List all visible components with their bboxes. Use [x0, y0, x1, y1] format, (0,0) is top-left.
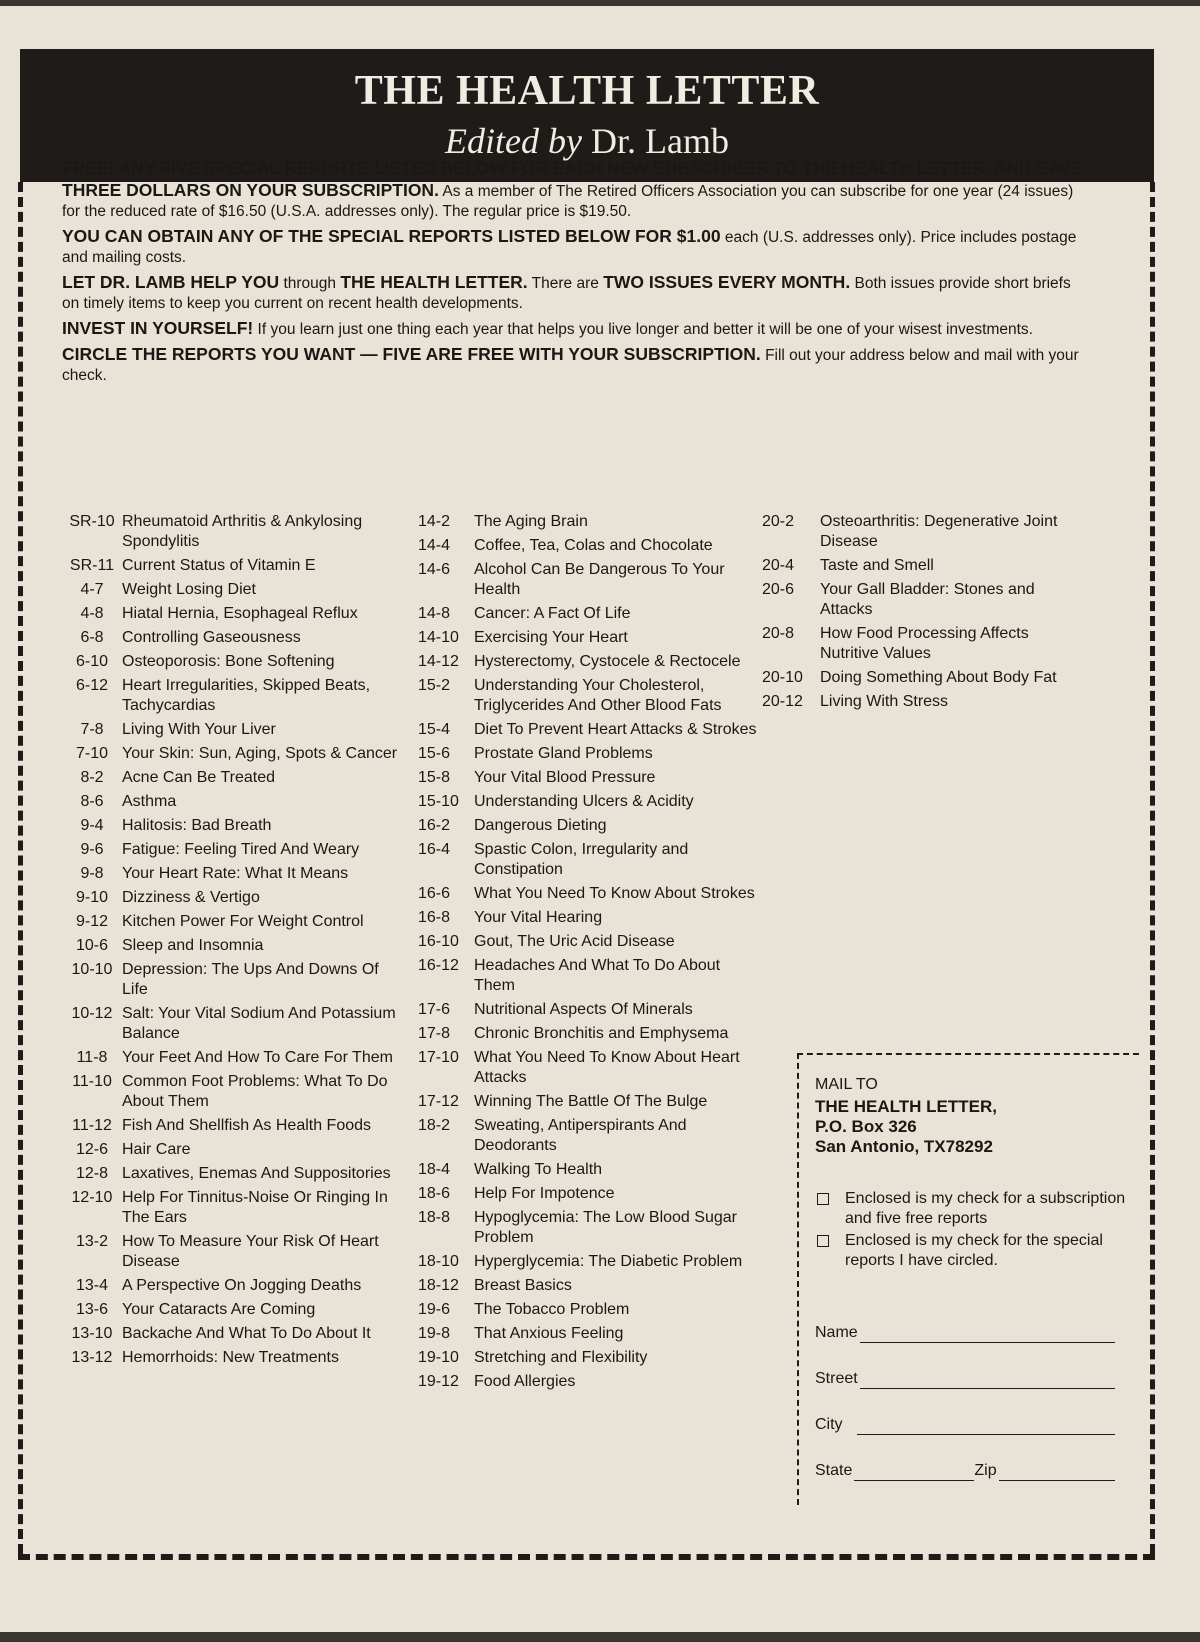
- street-field[interactable]: [815, 1369, 1115, 1389]
- report-item[interactable]: [762, 668, 1062, 688]
- report-number: 16-12: [418, 957, 459, 974]
- report-number: SR-11: [69, 557, 115, 574]
- report-title: Doing Something About Body Fat: [820, 669, 1057, 686]
- masthead-subtitle: [20, 119, 1154, 163]
- report-title: Food Allergies: [474, 1373, 576, 1390]
- mail-to-label: MAIL TO: [815, 1076, 878, 1093]
- mail-coupon: [797, 1053, 1139, 1505]
- report-title: What You Need To Know About Heart Attacks: [474, 1049, 740, 1086]
- report-title: Backache And What To Do About It: [122, 1325, 371, 1342]
- report-title: Help For Impotence: [474, 1185, 615, 1202]
- report-number: 18-12: [418, 1277, 459, 1294]
- intro-paragraph-circle: [62, 344, 1086, 386]
- report-title: Taste and Smell: [820, 557, 934, 574]
- report-title: Rheumatoid Arthritis & Ankylosing Spondylitis: [122, 513, 363, 550]
- report-title: The Tobacco Problem: [474, 1301, 630, 1318]
- city-field[interactable]: [815, 1415, 1115, 1435]
- intro-paragraph-help: [62, 272, 1086, 314]
- report-item[interactable]: [414, 1116, 764, 1156]
- report-item[interactable]: [62, 1300, 402, 1320]
- report-item[interactable]: [62, 676, 402, 716]
- report-number: 14-10: [418, 629, 459, 646]
- report-number: 6-12: [75, 677, 109, 694]
- subtitle-edited-by: Edited by: [445, 121, 582, 161]
- report-item[interactable]: [414, 628, 764, 648]
- report-item[interactable]: [414, 1000, 764, 1020]
- name-line[interactable]: [860, 1326, 1115, 1343]
- price-detail: each (U.S. addresses only). Price includes postage and mailing costs.: [62, 229, 1077, 266]
- report-item[interactable]: [414, 560, 764, 600]
- report-number: 8-6: [80, 793, 104, 810]
- report-item[interactable]: [62, 1232, 402, 1272]
- mail-address-box: P.O. Box 326: [815, 1117, 917, 1136]
- reports-column-2: [414, 512, 764, 1396]
- report-item[interactable]: [414, 932, 764, 952]
- report-item[interactable]: [62, 628, 402, 648]
- report-number: 10-10: [71, 961, 113, 978]
- report-item[interactable]: [62, 912, 402, 932]
- report-number: 9-8: [80, 865, 104, 882]
- report-title: How Food Processing Affects Nutritive Values: [820, 625, 1029, 662]
- report-title: Living With Your Liver: [122, 721, 276, 738]
- help-bold-3: TWO ISSUES EVERY MONTH.: [603, 272, 851, 292]
- report-item[interactable]: [62, 792, 402, 812]
- help-text-1: through: [279, 275, 341, 292]
- report-title: Common Foot Problems: What To Do About Them: [122, 1073, 388, 1110]
- intro-paragraph-price: [62, 226, 1086, 268]
- report-title: Your Feet And How To Care For Them: [122, 1049, 393, 1066]
- report-title: Living With Stress: [820, 693, 949, 710]
- report-number: 15-10: [418, 793, 459, 810]
- report-item[interactable]: [62, 1276, 402, 1296]
- report-title: How To Measure Your Risk Of Heart Disease: [122, 1233, 379, 1270]
- reports-option-label: Enclosed is my check for the special reports I have circled.: [845, 1232, 1103, 1269]
- reports-column-1: [62, 512, 402, 1372]
- report-item[interactable]: [62, 936, 402, 956]
- cut-line-right: [1150, 182, 1155, 1554]
- report-title: Nutritional Aspects Of Minerals: [474, 1001, 693, 1018]
- report-item[interactable]: [762, 580, 1062, 620]
- report-title: Help For Tinnitus-Noise Or Ringing In The Ears: [122, 1189, 388, 1226]
- street-label: Street: [815, 1370, 858, 1387]
- report-item[interactable]: [414, 1276, 764, 1296]
- report-title: Acne Can Be Treated: [122, 769, 275, 786]
- report-item[interactable]: [62, 1348, 402, 1368]
- report-number: SR-10: [69, 513, 115, 530]
- invest-headline: INVEST IN YOURSELF!: [62, 318, 254, 338]
- report-item[interactable]: [62, 768, 402, 788]
- masthead-title: THE HEALTH LETTER: [354, 68, 820, 114]
- report-title: Winning The Battle Of The Bulge: [474, 1093, 708, 1110]
- report-title: Hyperglycemia: The Diabetic Problem: [474, 1253, 743, 1270]
- report-item[interactable]: [62, 1072, 402, 1112]
- report-item[interactable]: [414, 884, 764, 904]
- report-number: 16-6: [418, 885, 451, 902]
- report-number: 6-10: [75, 653, 109, 670]
- report-title: Sweating, Antiperspirants And Deodorants: [474, 1117, 687, 1154]
- street-line[interactable]: [860, 1372, 1115, 1389]
- report-title: Walking To Health: [474, 1161, 603, 1178]
- report-number: 16-4: [418, 841, 451, 858]
- invest-detail: If you learn just one thing each year that helps you live longer and better it will be one of your wisest investments.: [253, 321, 1033, 338]
- report-title: Dizziness & Vertigo: [122, 889, 260, 906]
- cut-line-bottom: [18, 1554, 1155, 1560]
- report-title: Your Heart Rate: What It Means: [122, 865, 349, 882]
- report-item[interactable]: [414, 1348, 764, 1368]
- report-item[interactable]: [762, 512, 1062, 552]
- report-item[interactable]: [414, 1252, 764, 1272]
- zip-line[interactable]: [999, 1464, 1115, 1481]
- report-item[interactable]: [414, 840, 764, 880]
- report-item[interactable]: [414, 652, 764, 672]
- report-number: 10-12: [71, 1005, 113, 1022]
- offer-detail: As a member of The Retired Officers Association you can subscribe for one year (24 issues) for the reduced rate of $16.50 (U.S.A. addresses only). The regular price is $19.50.: [62, 183, 1074, 220]
- report-number: 9-4: [80, 817, 104, 834]
- report-number: 15-4: [418, 721, 451, 738]
- report-number: 13-12: [71, 1349, 113, 1366]
- report-item[interactable]: [62, 816, 402, 836]
- report-title: Dangerous Dieting: [474, 817, 607, 834]
- report-item[interactable]: [62, 1116, 402, 1136]
- report-number: 7-10: [75, 745, 109, 762]
- report-number: 15-8: [418, 769, 451, 786]
- report-title: Osteoarthritis: Degenerative Joint Disease: [820, 513, 1058, 550]
- report-number: 19-8: [418, 1325, 451, 1342]
- intro-text: [62, 158, 1086, 390]
- mail-address-name: THE HEALTH LETTER,: [815, 1097, 997, 1116]
- reports-option[interactable]: [815, 1231, 1139, 1271]
- report-item[interactable]: [414, 676, 764, 716]
- report-item[interactable]: [62, 744, 402, 764]
- report-number: 14-4: [418, 537, 451, 554]
- page-top-edge: [0, 0, 1200, 6]
- report-title: Kitchen Power For Weight Control: [122, 913, 364, 930]
- report-title: Your Cataracts Are Coming: [122, 1301, 316, 1318]
- report-item[interactable]: [414, 1184, 764, 1204]
- report-number: 20-2: [762, 513, 795, 530]
- report-number: 19-12: [418, 1373, 459, 1390]
- help-bold-2: THE HEALTH LETTER.: [340, 272, 528, 292]
- report-title: Fish And Shellfish As Health Foods: [122, 1117, 372, 1134]
- report-title: Exercising Your Heart: [474, 629, 628, 646]
- report-title: Laxatives, Enemas And Suppositories: [122, 1165, 391, 1182]
- report-item[interactable]: [62, 512, 402, 552]
- report-item[interactable]: [414, 1372, 764, 1392]
- subtitle-editor-name: Dr. Lamb: [590, 121, 729, 161]
- report-number: 16-10: [418, 933, 459, 950]
- report-item[interactable]: [762, 556, 1062, 576]
- report-item[interactable]: [414, 1300, 764, 1320]
- report-item[interactable]: [62, 604, 402, 624]
- circle-detail: Fill out your address below and mail with your check.: [62, 347, 1079, 384]
- report-number: 4-7: [80, 581, 104, 598]
- zip-label: Zip: [974, 1462, 997, 1479]
- report-title: Sleep and Insomnia: [122, 937, 264, 954]
- report-item[interactable]: [62, 840, 402, 860]
- report-title: A Perspective On Jogging Deaths: [122, 1277, 362, 1294]
- name-field[interactable]: [815, 1323, 1115, 1343]
- report-number: 11-12: [72, 1117, 112, 1134]
- city-line[interactable]: [857, 1418, 1115, 1435]
- report-title: Your Vital Hearing: [474, 909, 603, 926]
- report-number: 13-6: [75, 1301, 109, 1318]
- report-title: Coffee, Tea, Colas and Chocolate: [474, 537, 713, 554]
- report-title: Asthma: [122, 793, 177, 810]
- state-label: State: [815, 1462, 853, 1479]
- report-number: 9-6: [80, 841, 104, 858]
- report-number: 13-2: [75, 1233, 109, 1250]
- report-title: Stretching and Flexibility: [474, 1349, 648, 1366]
- report-item[interactable]: [62, 720, 402, 740]
- report-title: Headaches And What To Do About Them: [474, 957, 721, 994]
- report-number: 15-2: [418, 677, 451, 694]
- report-number: 17-12: [418, 1093, 459, 1110]
- report-item[interactable]: [62, 652, 402, 672]
- report-title: Cancer: A Fact Of Life: [474, 605, 631, 622]
- report-title: Hiatal Hernia, Esophageal Reflux: [122, 605, 358, 622]
- report-number: 15-6: [418, 745, 451, 762]
- report-title: What You Need To Know About Strokes: [474, 885, 755, 902]
- payment-options: [815, 1189, 1139, 1271]
- report-item[interactable]: [762, 624, 1062, 664]
- report-number: 14-6: [418, 561, 451, 578]
- report-item[interactable]: [414, 768, 764, 788]
- report-number: 14-2: [418, 513, 451, 530]
- report-number: 13-10: [71, 1325, 113, 1342]
- report-title: Diet To Prevent Heart Attacks & Strokes: [474, 721, 757, 738]
- report-number: 10-6: [75, 937, 109, 954]
- report-title: Prostate Gland Problems: [474, 745, 653, 762]
- state-zip-field[interactable]: [815, 1461, 1115, 1481]
- report-number: 20-12: [762, 693, 803, 710]
- report-item[interactable]: [414, 1092, 764, 1112]
- report-number: 18-10: [418, 1253, 459, 1270]
- report-number: 19-10: [418, 1349, 459, 1366]
- state-line[interactable]: [854, 1464, 974, 1481]
- report-item[interactable]: [62, 556, 402, 576]
- report-item[interactable]: [762, 692, 1062, 712]
- report-title: Your Gall Bladder: Stones and Attacks: [820, 581, 1035, 618]
- report-title: Fatigue: Feeling Tired And Weary: [122, 841, 360, 858]
- report-number: 9-12: [75, 913, 109, 930]
- intro-paragraph-offer: [62, 158, 1086, 222]
- report-title: Your Vital Blood Pressure: [474, 769, 656, 786]
- report-item[interactable]: [62, 960, 402, 1000]
- report-item[interactable]: [62, 1324, 402, 1344]
- report-number: 20-10: [762, 669, 803, 686]
- city-label: City: [815, 1416, 843, 1433]
- report-item[interactable]: [414, 1324, 764, 1344]
- report-number: 12-8: [75, 1165, 109, 1182]
- report-number: 11-10: [72, 1073, 112, 1090]
- report-item[interactable]: [62, 864, 402, 884]
- intro-paragraph-invest: [62, 318, 1086, 340]
- report-title: Controlling Gaseousness: [122, 629, 301, 646]
- name-label: Name: [815, 1324, 858, 1341]
- report-item[interactable]: [414, 1160, 764, 1180]
- help-headline: LET DR. LAMB HELP YOU: [62, 272, 280, 292]
- report-item[interactable]: [414, 744, 764, 764]
- report-item[interactable]: [62, 1188, 402, 1228]
- report-number: 17-6: [418, 1001, 451, 1018]
- report-item[interactable]: [414, 720, 764, 740]
- subscription-checkbox[interactable]: [817, 1193, 829, 1205]
- report-item[interactable]: [62, 1048, 402, 1068]
- report-item[interactable]: [414, 536, 764, 556]
- report-number: 18-6: [418, 1185, 451, 1202]
- report-number: 8-2: [80, 769, 104, 786]
- report-number: 17-10: [418, 1049, 459, 1066]
- report-title: Hair Care: [122, 1141, 191, 1158]
- report-number: 18-2: [418, 1117, 451, 1134]
- report-title: Gout, The Uric Acid Disease: [474, 933, 675, 950]
- report-item[interactable]: [414, 1048, 764, 1088]
- offer-headline: FREE! ANY FIVE SPECIAL REPORTS LISTED BELOW FOR EACH NEW SUBSCRIBER TO THE HEALTH LETTER. AND SAVE THREE DOLLARS ON YOUR SUBSCRIPTION.: [62, 158, 1083, 200]
- report-item[interactable]: [62, 1164, 402, 1184]
- price-headline: YOU CAN OBTAIN ANY OF THE SPECIAL REPORTS LISTED BELOW FOR $1.00: [62, 226, 721, 246]
- report-number: 7-8: [80, 721, 104, 738]
- report-title: Understanding Ulcers & Acidity: [474, 793, 694, 810]
- report-number: 18-4: [418, 1161, 451, 1178]
- subscription-option-label: Enclosed is my check for a subscription and five free reports: [845, 1190, 1126, 1227]
- reports-column-3: [762, 512, 1062, 716]
- report-number: 4-8: [80, 605, 104, 622]
- report-title: Breast Basics: [474, 1277, 572, 1294]
- report-number: 17-8: [418, 1025, 451, 1042]
- report-number: 20-8: [762, 625, 795, 642]
- report-item[interactable]: [414, 512, 764, 532]
- report-item[interactable]: [414, 956, 764, 996]
- report-number: 20-6: [762, 581, 795, 598]
- report-number: 14-12: [418, 653, 459, 670]
- report-item[interactable]: [62, 1004, 402, 1044]
- report-number: 19-6: [418, 1301, 451, 1318]
- subscription-option[interactable]: [815, 1189, 1139, 1229]
- mail-address-city: San Antonio, TX78292: [815, 1137, 993, 1156]
- report-number: 16-2: [418, 817, 451, 834]
- report-number: 14-8: [418, 605, 451, 622]
- report-title: Halitosis: Bad Breath: [122, 817, 272, 834]
- page-bottom-edge: [0, 1632, 1200, 1642]
- report-item[interactable]: [62, 580, 402, 600]
- report-number: 20-4: [762, 557, 795, 574]
- report-title: Heart Irregularities, Skipped Beats, Tachycardias: [122, 677, 371, 714]
- help-text-3: Both issues provide short briefs on timely items to keep you current on recent health developments.: [62, 275, 1071, 312]
- report-title: Hemorrhoids: New Treatments: [122, 1349, 339, 1366]
- report-title: Understanding Your Cholesterol, Triglycerides And Other Blood Fats: [474, 677, 722, 714]
- report-number: 12-6: [75, 1141, 109, 1158]
- report-item[interactable]: [414, 908, 764, 928]
- report-title: Hysterectomy, Cystocele & Rectocele: [474, 653, 741, 670]
- report-item[interactable]: [414, 604, 764, 624]
- report-title: Your Skin: Sun, Aging, Spots & Cancer: [122, 745, 398, 762]
- report-number: 6-8: [80, 629, 104, 646]
- report-item[interactable]: [414, 1024, 764, 1044]
- report-number: 18-8: [418, 1209, 451, 1226]
- report-title: Spastic Colon, Irregularity and Constipation: [474, 841, 689, 878]
- report-title: Chronic Bronchitis and Emphysema: [474, 1025, 729, 1042]
- report-title: Osteoporosis: Bone Softening: [122, 653, 335, 670]
- report-item[interactable]: [414, 1208, 764, 1248]
- help-text-2: There are: [527, 275, 604, 292]
- report-item[interactable]: [62, 888, 402, 908]
- report-number: 11-8: [76, 1049, 108, 1066]
- report-title: That Anxious Feeling: [474, 1325, 624, 1342]
- report-title: Alcohol Can Be Dangerous To Your Health: [474, 561, 725, 598]
- report-item[interactable]: [62, 1140, 402, 1160]
- report-title: Weight Losing Diet: [122, 581, 256, 598]
- report-number: 9-10: [75, 889, 109, 906]
- report-title: Depression: The Ups And Downs Of Life: [122, 961, 379, 998]
- report-title: Hypoglycemia: The Low Blood Sugar Problem: [474, 1209, 737, 1246]
- report-number: 12-10: [71, 1189, 113, 1206]
- report-title: Salt: Your Vital Sodium And Potassium Balance: [122, 1005, 396, 1042]
- report-item[interactable]: [414, 792, 764, 812]
- report-item[interactable]: [414, 816, 764, 836]
- report-title: Current Status of Vitamin E: [122, 557, 316, 574]
- circle-headline: CIRCLE THE REPORTS YOU WANT — FIVE ARE FREE WITH YOUR SUBSCRIPTION.: [62, 344, 761, 364]
- report-number: 16-8: [418, 909, 451, 926]
- reports-checkbox[interactable]: [817, 1235, 829, 1247]
- report-number: 13-4: [75, 1277, 109, 1294]
- cut-line-left: [18, 182, 23, 1554]
- report-title: The Aging Brain: [474, 513, 588, 530]
